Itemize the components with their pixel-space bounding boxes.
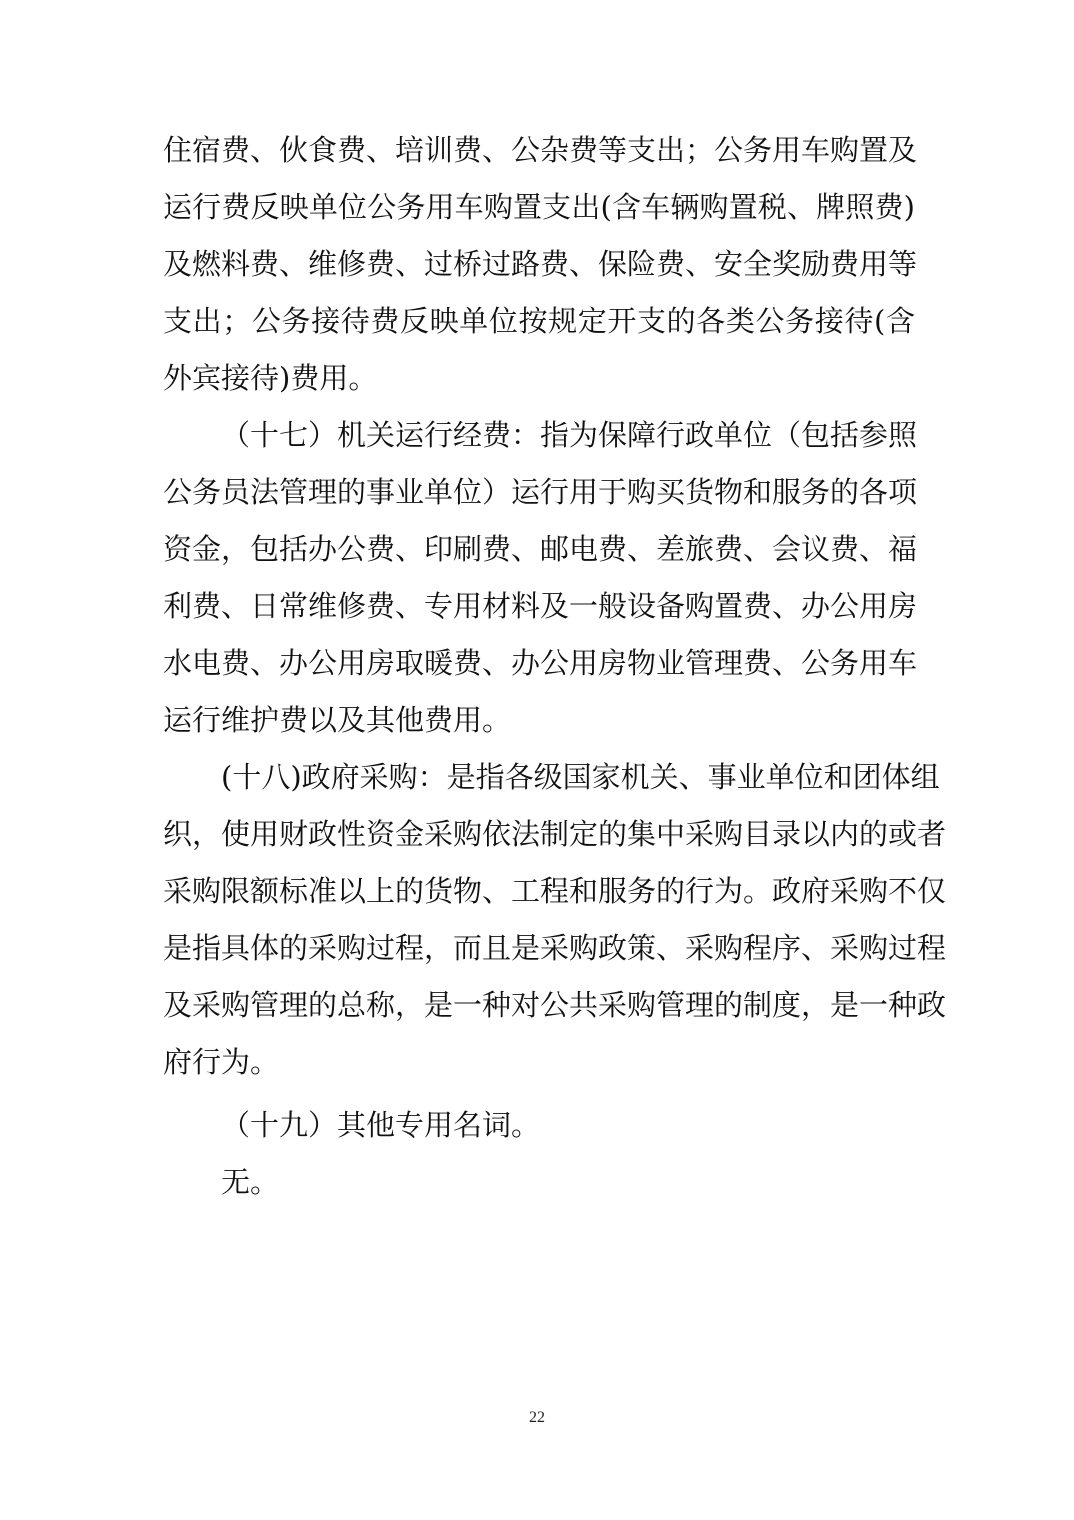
text-line: 利费、日常维修费、专用材料及一般设备购置费、办公用房 [163,589,918,623]
paragraph-other-terms-heading [163,1097,915,1154]
page-number: 22 [529,1409,545,1426]
text-line: 及采购管理的总称，是一种对公共采购管理的制度，是一种政 [163,988,947,1022]
text-line: 采购限额标准以上的货物、工程和服务的行为。政府采购不仅 [163,874,947,908]
text-line: 是指具体的采购过程，而且是采购政策、采购程序、采购过程 [163,931,947,965]
text-line: 府行为。 [163,1045,280,1079]
paragraph-expense-definitions [163,122,918,407]
document-body [163,122,947,1211]
text-line: 支出；公务接待费反映单位按规定开支的各类公务接待(含 [163,304,915,338]
text-line: 资金，包括办公费、印刷费、邮电费、差旅费、会议费、福 [163,532,918,566]
text-line: 公务员法管理的事业单位）运行用于购买货物和服务的各项 [163,475,918,509]
paragraph-none [163,1154,915,1211]
paragraph-agency-operating-expenses [163,407,918,749]
text-line: 住宿费、伙食费、培训费、公杂费等支出；公务用车购置及 [163,133,918,167]
text-line: 外宾接待)费用。 [163,361,378,395]
text-line: （十九）其他专用名词。 [221,1108,541,1142]
text-line: （十七）机关运行经费：指为保障行政单位（包括参照 [221,418,918,452]
text-line: 无。 [221,1165,280,1199]
text-line: (十八)政府采购：是指各级国家机关、事业单位和团体组 [221,760,940,794]
text-line: 运行费反映单位公务用车购置支出(含车辆购置税、牌照费) [163,190,915,224]
text-line: 运行维护费以及其他费用。 [163,703,512,737]
text-line: 织，使用财政性资金采购依法制定的集中采购目录以内的或者 [163,817,947,851]
text-line: 水电费、办公用房取暖费、办公用房物业管理费、公务用车 [163,646,918,680]
paragraph-government-procurement [163,749,947,1091]
text-line: 及燃料费、维修费、过桥过路费、保险费、安全奖励费用等 [163,247,918,281]
